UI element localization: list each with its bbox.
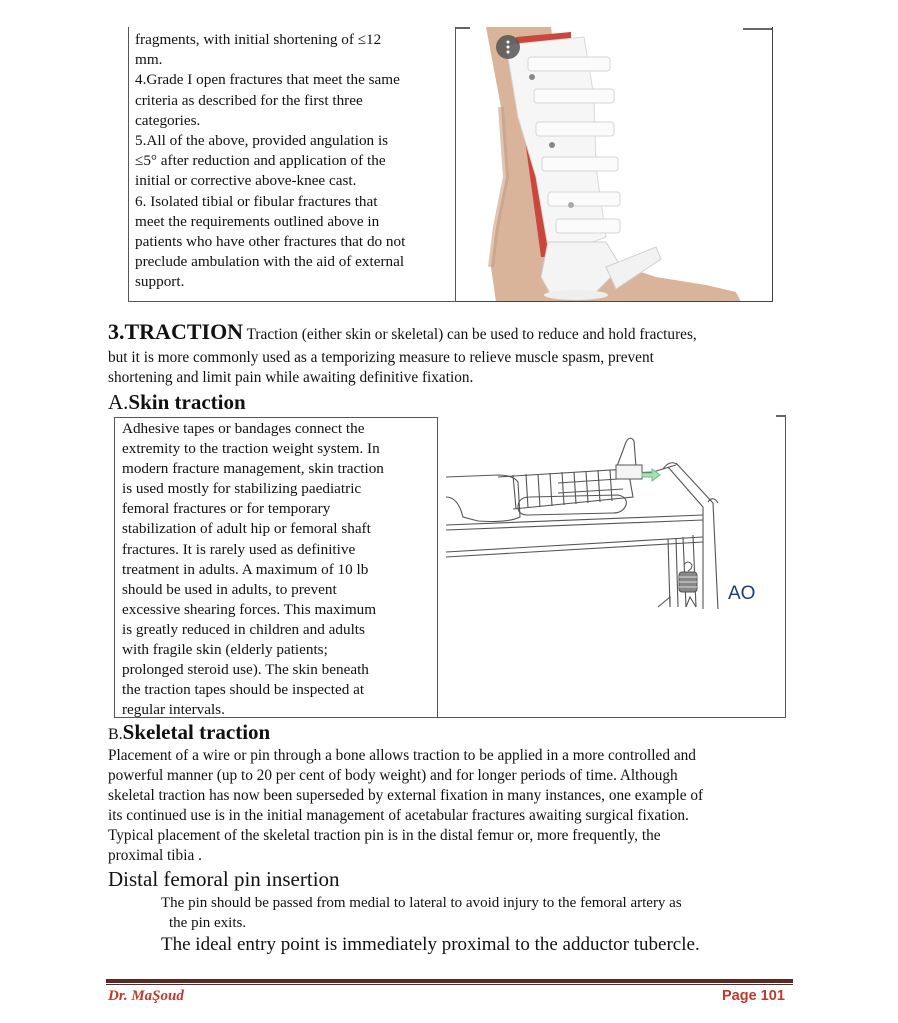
skeletal-traction-line: skeletal traction has now been superseded by external fixation in many instances, one example of bbox=[108, 787, 704, 804]
skin-traction-line: femoral fractures or for temporary bbox=[122, 500, 331, 518]
skin-traction-line: excessive shearing forces. This maximum bbox=[122, 600, 377, 618]
skin-traction-line: regular intervals. bbox=[122, 701, 225, 719]
footer-rule bbox=[106, 979, 793, 983]
skin-traction-line: Adhesive tapes or bandages connect the bbox=[122, 420, 365, 437]
skin-traction-line: with fragile skin (elderly patients; bbox=[122, 641, 328, 659]
criteria-line: 4.Grade I open fractures that meet the same bbox=[135, 71, 400, 89]
criteria-line: categories. bbox=[135, 111, 201, 129]
skeletal-traction-line: Placement of a wire or pin through a bone allows traction to be applied in a more controlled and bbox=[108, 747, 696, 764]
skeletal-traction-line: powerful manner (up to 20 per cent of body weight) and for longer periods of time. Although bbox=[108, 767, 678, 784]
skin-traction-line: the traction tapes should be inspected at bbox=[122, 681, 365, 699]
section-heading-distal-femoral: Distal femoral pin insertion bbox=[108, 867, 340, 891]
criteria-line: fragments, with initial shortening of ≤12 bbox=[135, 31, 382, 48]
skeletal-traction-line: its continued use is in the initial management of acetabular fractures awaiting surgical fixation. bbox=[108, 807, 689, 824]
traction-intro-line: Traction (either skin or skeletal) can be used to reduce and hold fractures, bbox=[243, 326, 697, 343]
traction-intro-line: shortening and limit pain while awaiting definitive fixation. bbox=[108, 369, 474, 386]
distal-femoral-line: the pin exits. bbox=[169, 915, 247, 931]
skin-traction-line: prolonged steroid use). The skin beneath bbox=[122, 661, 369, 679]
criteria-line: 6. Isolated tibial or fibular fractures that bbox=[135, 192, 378, 210]
skin-traction-line: fractures. It is rarely used as definitive bbox=[122, 540, 356, 558]
traction-intro-line: but it is more commonly used as a temporizing measure to relieve muscle spasm, prevent bbox=[108, 349, 654, 366]
distal-femoral-line: The pin should be passed from medial to lateral to avoid injury to the femoral artery as bbox=[161, 895, 682, 911]
criteria-line: criteria as described for the first three bbox=[135, 91, 363, 109]
footer-rule bbox=[106, 984, 793, 985]
section-heading-skin-traction: A.Skin traction bbox=[108, 390, 246, 414]
skin-traction-line: stabilization of adult hip or femoral shaft bbox=[122, 520, 371, 538]
skeletal-traction-line: proximal tibia . bbox=[108, 847, 202, 864]
skin-traction-line: should be used in adults, to prevent bbox=[122, 580, 337, 598]
page-number: Page 101 bbox=[722, 988, 785, 1004]
skin-traction-line: is used mostly for stabilizing paediatric bbox=[122, 480, 362, 498]
criteria-line: support. bbox=[135, 273, 185, 291]
skin-traction-line: treatment in adults. A maximum of 10 lb bbox=[122, 560, 369, 578]
criteria-list-cell bbox=[128, 27, 456, 302]
traction-bed-illustration bbox=[438, 417, 786, 718]
skeletal-traction-line: Typical placement of the skeletal traction pin is in the distal femur or, more frequently, the bbox=[108, 827, 661, 844]
skin-traction-line: modern fracture management, skin traction bbox=[122, 460, 384, 478]
criteria-line: 5.All of the above, provided angulation is bbox=[135, 132, 389, 150]
skin-traction-line: is greatly reduced in children and adults bbox=[122, 620, 365, 638]
traction-intro bbox=[108, 319, 697, 345]
distal-femoral-line: The ideal entry point is immediately proximal to the adductor tubercle. bbox=[161, 934, 700, 955]
skin-traction-line: extremity to the traction weight system. In bbox=[122, 440, 380, 458]
criteria-line: mm. bbox=[135, 51, 163, 69]
leg-brace-image bbox=[456, 27, 773, 302]
criteria-line: ≤5° after reduction and application of the bbox=[135, 152, 386, 170]
section-heading-skeletal-traction: B.Skeletal traction bbox=[108, 720, 271, 744]
criteria-line: patients who have other fractures that do not bbox=[135, 233, 406, 251]
skin-traction-diagram bbox=[437, 417, 786, 718]
skin-traction-cell bbox=[114, 417, 438, 718]
criteria-line: meet the requirements outlined above in bbox=[135, 212, 380, 230]
criteria-line: initial or corrective above-knee cast. bbox=[135, 172, 357, 190]
criteria-line: preclude ambulation with the aid of external bbox=[135, 253, 405, 271]
leg-brace-illustration bbox=[456, 27, 773, 302]
ao-logo: AO bbox=[728, 583, 756, 604]
footer-author: Dr. MaŞoud bbox=[108, 988, 184, 1004]
section-heading-traction: 3.TRACTION bbox=[108, 319, 244, 344]
